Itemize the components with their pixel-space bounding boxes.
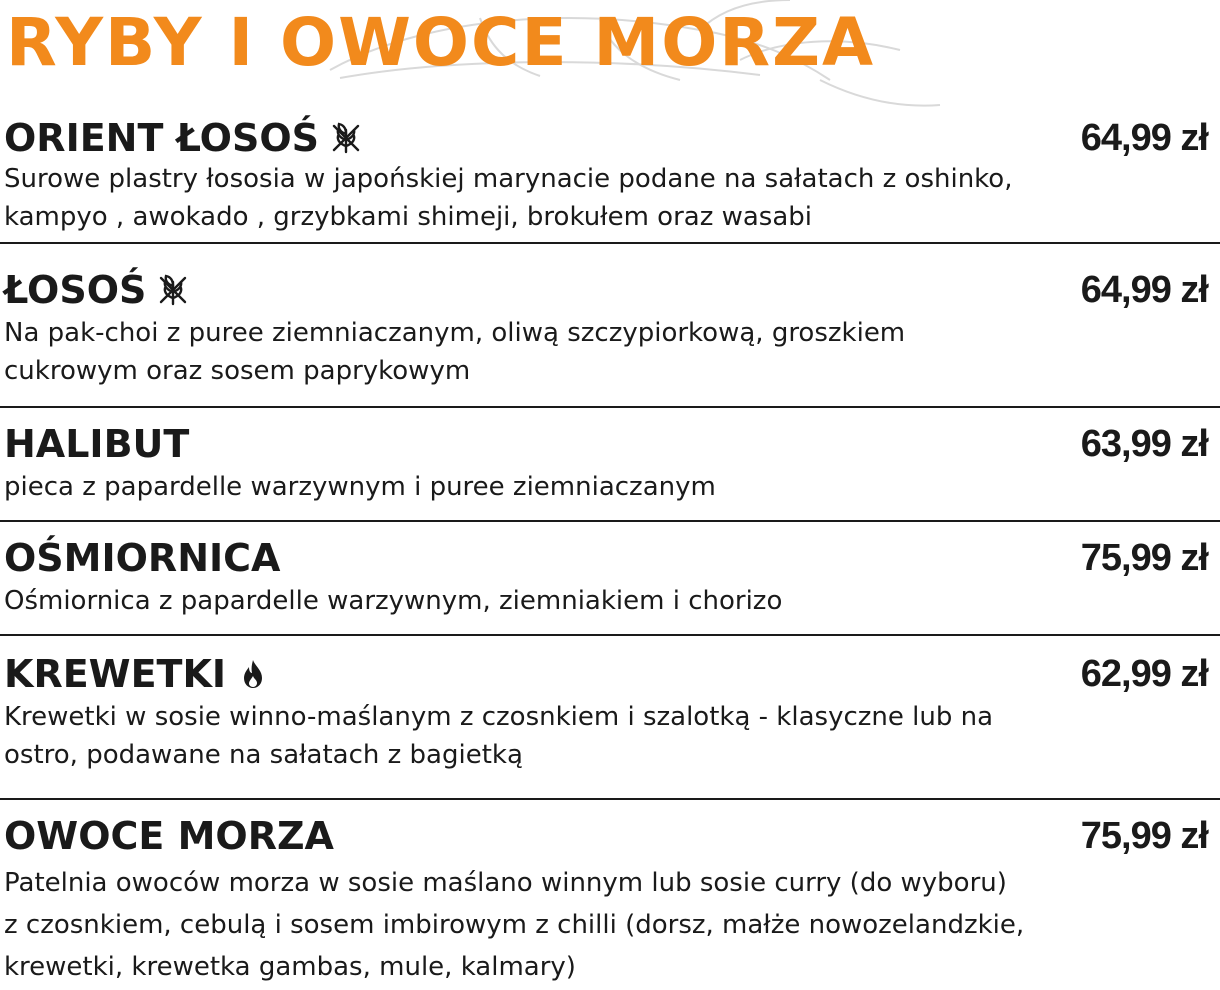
gluten-free-icon	[331, 122, 361, 154]
item-description: Surowe plastry łososia w japońskiej marynacie podane na sałatach z oshinko, kampyo , awokado , grzybkami shimeji, brokułem oraz wasabi	[4, 164, 1013, 232]
divider	[0, 798, 1220, 800]
menu-item	[0, 264, 1220, 386]
item-name-row	[4, 532, 280, 584]
spicy-flame-icon	[238, 658, 268, 690]
item-name-row	[4, 418, 189, 470]
item-price: 75,99 zł	[1080, 815, 1208, 857]
item-name: HALIBUT	[4, 422, 190, 466]
menu-item	[0, 648, 1220, 770]
item-name: ORIENT ŁOSOŚ	[4, 116, 320, 160]
item-price: 64,99 zł	[1080, 117, 1208, 159]
item-description: Na pak-choi z puree ziemniaczanym, oliwą szczypiorkową, groszkiem cukrowym oraz sosem paprykowym	[4, 318, 906, 386]
divider	[0, 520, 1220, 522]
divider	[0, 406, 1220, 408]
item-price: 62,99 zł	[1080, 653, 1208, 695]
item-description: pieca z papardelle warzywnym i puree ziemniaczanym	[4, 472, 716, 502]
item-price: 75,99 zł	[1080, 537, 1208, 579]
item-name-row	[4, 810, 334, 862]
menu-item	[0, 418, 1220, 502]
item-name-row	[4, 264, 188, 316]
item-name-row	[4, 112, 361, 164]
item-name: OWOCE MORZA	[4, 814, 334, 858]
item-name-row	[4, 648, 268, 700]
page-title: RYBY I OWOCE MORZA	[6, 4, 876, 81]
item-name: KREWETKI	[4, 652, 227, 696]
item-price: 63,99 zł	[1080, 423, 1208, 465]
item-description: Krewetki w sosie winno-maślanym z czosnkiem i szalotką - klasyczne lub na ostro, podawane na sałatach z bagietką	[4, 702, 994, 770]
item-name: OŚMIORNICA	[4, 536, 281, 580]
item-description: Ośmiornica z papardelle warzywnym, ziemniakiem i chorizo	[4, 586, 783, 616]
item-name: ŁOSOŚ	[4, 268, 147, 312]
item-price: 64,99 zł	[1080, 269, 1208, 311]
menu-item	[0, 810, 1220, 982]
item-description: Patelnia owoców morza w sosie maślano winnym lub sosie curry (do wyboru) z czosnkiem, cebulą i sosem imbirowym z chilli (dorsz, małże nowozelandzkie, krewetki, krewetka gambas, mule, kalmary)	[4, 868, 1025, 982]
menu-item	[0, 112, 1220, 232]
gluten-free-icon	[158, 274, 188, 306]
divider	[0, 242, 1220, 244]
divider	[0, 634, 1220, 636]
menu-item	[0, 532, 1220, 616]
